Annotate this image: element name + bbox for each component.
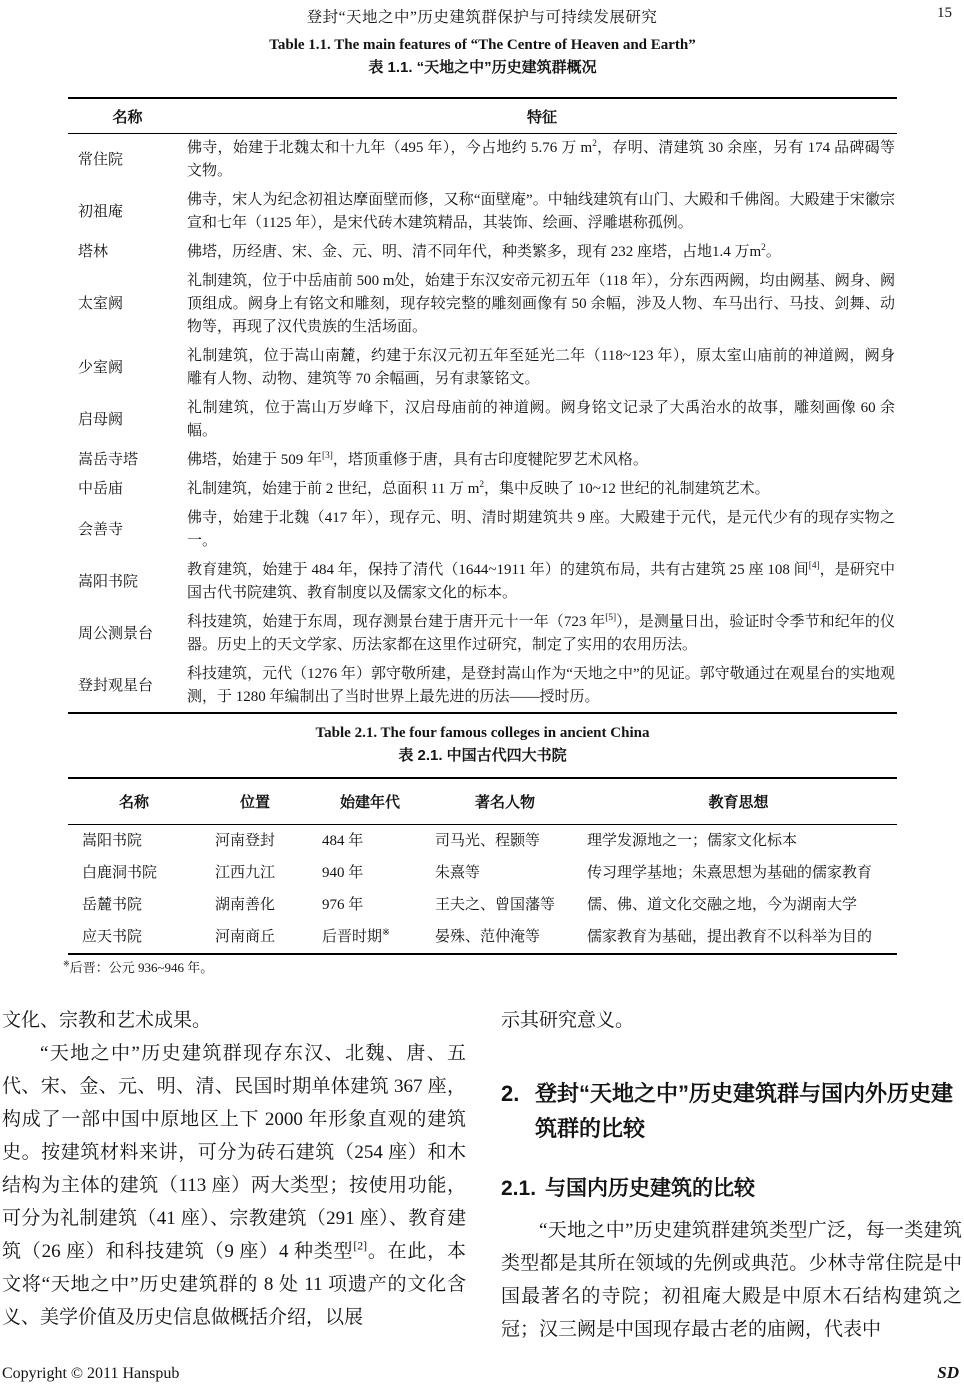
college-people: 司马光、程颢等 — [435, 833, 541, 849]
column-header-founded: 始建年代 — [310, 778, 430, 825]
site-name: 塔林 — [78, 244, 109, 260]
college-name: 白鹿洞书院 — [82, 865, 158, 881]
table-row — [68, 504, 897, 556]
site-feature: 教育建筑，始建于 484 年，保持了清代（1644~1911 年）的建筑布局，共有古建筑 25 座 108 间[4]，是研究中国古代书院建筑、教育制度以及儒家文化的标本。 — [187, 561, 895, 601]
site-name: 登封观星台 — [78, 677, 154, 694]
site-feature: 礼制建筑，位于嵩山南麓，约建于东汉元初五年至延光二年（118~123 年），原太室山庙前的神道阙，阙身雕有人物、动物、建筑等 70 余幅画，另有隶篆铭文。 — [187, 348, 895, 387]
college-people: 晏殊、范仲淹等 — [435, 929, 541, 945]
site-name: 少室阙 — [78, 359, 124, 376]
site-name: 中岳庙 — [78, 481, 124, 497]
site-name: 启母阙 — [78, 411, 124, 428]
table2-caption — [68, 722, 897, 767]
paragraph: “天地之中”历史建筑群建筑类型广泛，每一类建筑类型都是其所在领域的先例或典范。少林寺常住院是中国最著名的寺院；初祖庵大殿是中原木石结构建筑之冠；汉三阙是中国现存最古老的庙阙，代表中 — [501, 1220, 962, 1340]
site-feature: 佛塔，始建于 509 年[3]，塔顶重修于唐，具有古印度犍陀罗艺术风格。 — [187, 451, 648, 468]
site-feature: 礼制建筑，位于嵩山万岁峰下，汉启母庙前的神道阙。阙身铭文记录了大禹治水的故事，雕刻画像 60 余幅。 — [187, 400, 895, 439]
column-header-feature: 特征 — [187, 98, 897, 134]
site-feature: 佛寺，始建于北魏太和十九年（495 年），今占地约 5.76 万 $m^2$，存明、清建筑 30 余座，另有 174 品碑碣等文物。 — [187, 139, 895, 179]
site-name: 周公测景台 — [78, 625, 154, 642]
table-row — [68, 238, 897, 267]
site-feature: 佛塔，历经唐、宋、金、元、明、清不同年代，种类繁多，现有 232 座塔，占地1.4 万$m^2$。 — [187, 243, 781, 260]
table-row — [68, 267, 897, 342]
table-row — [68, 475, 897, 504]
college-founded: 940 年 — [322, 865, 364, 881]
paragraph-continuation: 文化、宗教和艺术成果。 — [2, 1010, 212, 1031]
site-feature: 礼制建筑，位于中岳庙前 500 m处，始建于东汉安帝元初五年（118 年），分东西两阙，均由阙基、阙身、阙顶组成。阙身上有铭文和雕刻，现存较完整的雕刻画像有 50 余幅，涉及人物、车马出行、马技、剑舞、动物等，再现了汉代贵族的生活场面。 — [187, 273, 895, 335]
table2-caption-en: Table 2.1. The four famous colleges in ancient China — [315, 725, 650, 741]
table1-caption — [68, 34, 897, 79]
college-thought: 传习理学基地；朱熹思想为基础的儒家教育 — [587, 865, 873, 881]
section-title: 与国内历史建筑的比较 — [545, 1177, 755, 1200]
site-name: 常住院 — [78, 151, 124, 168]
table-header-row — [68, 98, 897, 134]
table-row — [68, 394, 897, 446]
table-row — [68, 608, 897, 660]
body-column-right — [501, 1004, 962, 1346]
site-name: 会善寺 — [78, 521, 124, 538]
site-feature: 科技建筑，始建于东周，现存测景台建于唐开元十一年（723 年[5]），是测量日出，验证时令季节和纪年的仪器。历史上的天文学家、历法家都在这里作过研究，制定了实用的农用历法。 — [187, 613, 895, 653]
table1-caption-en: Table 1.1. The main features of “The Centre of Heaven and Earth” — [269, 37, 696, 53]
table-row — [68, 556, 897, 608]
column-header-name: 名称 — [68, 778, 200, 825]
site-feature: 礼制建筑，始建于前 2 世纪，总面积 11 万 $m^2$，集中反映了 10~12 世纪的礼制建筑艺术。 — [187, 480, 770, 497]
college-thought: 儒、佛、道文化交融之地，今为湖南大学 — [587, 897, 858, 913]
section-number: 2. — [501, 1081, 520, 1106]
section-heading-2 — [501, 1076, 962, 1146]
page-number: 15 — [937, 5, 952, 21]
college-name: 岳麓书院 — [82, 897, 143, 913]
college-location: 湖南善化 — [215, 897, 276, 913]
column-header-thought: 教育思想 — [580, 778, 897, 825]
table-header-row — [68, 778, 897, 825]
table2-footnote: ※后晋：公元 936~946 年。 — [63, 959, 214, 975]
site-feature: 佛寺，始建于北魏（417 年），现存元、明、清时期建筑共 9 座。大殿建于元代，是元代少有的现存实物之一。 — [187, 510, 895, 549]
table-row — [68, 342, 897, 394]
table2-caption-zh: 表 2.1. 中国古代四大书院 — [398, 747, 567, 764]
college-location: 河南商丘 — [215, 929, 276, 945]
table-row — [68, 660, 897, 713]
site-name: 嵩阳书院 — [78, 573, 139, 590]
column-header-location: 位置 — [200, 778, 310, 825]
column-header-people: 著名人物 — [430, 778, 580, 825]
college-founded: 后晋时期※ — [322, 928, 390, 945]
table-row — [68, 889, 897, 921]
section-title: 登封“天地之中”历史建筑群与国内外历史建筑群的比较 — [535, 1081, 954, 1141]
college-founded: 976 年 — [322, 897, 364, 913]
table-four-colleges — [68, 777, 897, 955]
section-heading-2-1 — [501, 1173, 962, 1205]
body-column-left — [2, 1004, 466, 1334]
site-name: 初祖庵 — [78, 203, 124, 220]
journal-logo: SD — [937, 1363, 959, 1382]
table-row — [68, 857, 897, 889]
college-thought: 儒家教育为基础，提出教育不以科举为目的 — [587, 929, 873, 945]
table-row — [68, 825, 897, 858]
college-location: 河南登封 — [215, 833, 276, 849]
table1-caption-zh: 表 1.1. “天地之中”历史建筑群概况 — [368, 59, 597, 76]
college-location: 江西九江 — [215, 865, 276, 881]
college-people: 朱熹等 — [435, 865, 481, 881]
table-row — [68, 134, 897, 187]
college-people: 王夫之、曾国藩等 — [435, 897, 556, 913]
college-thought: 理学发源地之一；儒家文化标本 — [587, 833, 798, 849]
running-head-title: 登封“天地之中”历史建筑群保护与可持续发展研究 — [306, 9, 658, 26]
paragraph-continuation: 示其研究意义。 — [501, 1010, 635, 1031]
table-row — [68, 446, 897, 475]
college-founded: 484 年 — [322, 833, 364, 849]
table-row — [68, 921, 897, 954]
section-number: 2.1. — [501, 1177, 537, 1200]
site-name: 太室阙 — [78, 296, 124, 312]
site-name: 嵩岳寺塔 — [78, 452, 139, 468]
table-row — [68, 186, 897, 238]
college-name: 嵩阳书院 — [82, 833, 143, 849]
column-header-name: 名称 — [68, 98, 187, 134]
college-name: 应天书院 — [82, 929, 143, 945]
site-feature: 佛寺，宋人为纪念初祖达摩面壁而修，又称“面壁庵”。中轴线建筑有山门、大殿和千佛阁。大殿建于宋徽宗宣和七年（1125 年），是宋代砖木建筑精品，其装饰、绘画、浮雕堪称孤例。 — [187, 192, 895, 231]
copyright-notice: Copyright © 2011 Hanspub — [2, 1365, 180, 1382]
paragraph: “天地之中”历史建筑群现存东汉、北魏、唐、五代、宋、金、元、明、清、民国时期单体建筑 367 座，构成了一部中国中原地区上下 2000 年形象直观的建筑史。按建筑材料来讲，可分为砖石建筑（254 座）和木结构为主体的建筑（113 座）两大类型；按使用功能，可分为礼制建筑（41 座）、宗教建筑（291 座）、教育建筑（26 座）和科技建筑（9 座）4 种类型[2]。在此，本文将“天地之中”历史建筑群的 8 处 11 项遗产的文化含义、美学价值及历史信息做概括介绍，以展 — [2, 1043, 466, 1328]
table-main-features — [68, 97, 897, 714]
site-feature: 科技建筑，元代（1276 年）郭守敬所建，是登封嵩山作为“天地之中”的见证。郭守敬通过在观星台的实地观测，于 1280 年编制出了当时世界上最先进的历法——授时历。 — [187, 666, 895, 705]
